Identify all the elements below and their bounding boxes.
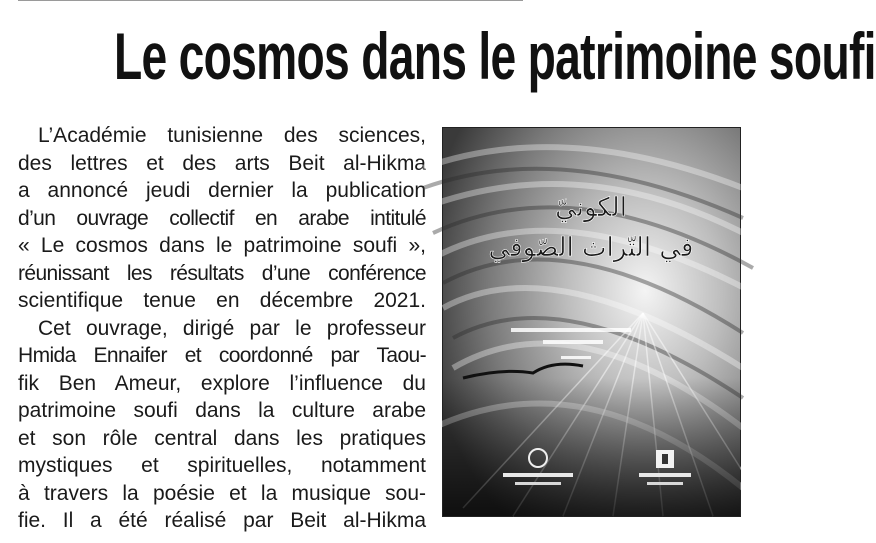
body-line: à travers la poésie et la musique sou-: [18, 481, 426, 505]
body-line: « Le cosmos dans le patrimoine soufi »,: [18, 234, 426, 257]
body-line: a annoncé jeudi dernier la publication: [18, 179, 426, 202]
body-line: patrimoine soufi dans la culture arabe: [18, 399, 426, 422]
body-line: mystiques et spirituelles, notamment: [18, 454, 426, 477]
body-line: et son rôle central dans les pratiques: [18, 426, 426, 450]
body-line: réunissant les résultats d’une conférence: [18, 261, 426, 285]
book-title-line1: الكونيّ: [555, 193, 627, 223]
body-line: fie. Il a été réalisé par Beit al-Hikma: [18, 509, 426, 532]
body-line: L’Académie tunisienne des sciences,: [38, 124, 426, 147]
body-line: d’un ouvrage collectif en arabe intitulé: [18, 206, 426, 230]
body-line: Cet ouvrage, dirigé par le professeur: [38, 316, 426, 340]
book-title-line2: في التّراث الصّوفي: [488, 233, 694, 263]
article-body: [18, 122, 426, 535]
body-line: fik Ben Ameur, explore l’influence du: [18, 371, 426, 395]
body-line: Hmida Ennaifer et coordonné par Taou-: [18, 344, 426, 367]
body-line: scientifique tenue en décembre 2021.: [18, 289, 426, 312]
book-cover-image: [442, 127, 741, 517]
book-cover-art: [443, 128, 740, 516]
article-headline: Le cosmos dans le patrimoine soufi: [114, 19, 876, 93]
top-divider: [18, 0, 523, 1]
body-line: des lettres et des arts Beit al-Hikma: [18, 151, 426, 175]
